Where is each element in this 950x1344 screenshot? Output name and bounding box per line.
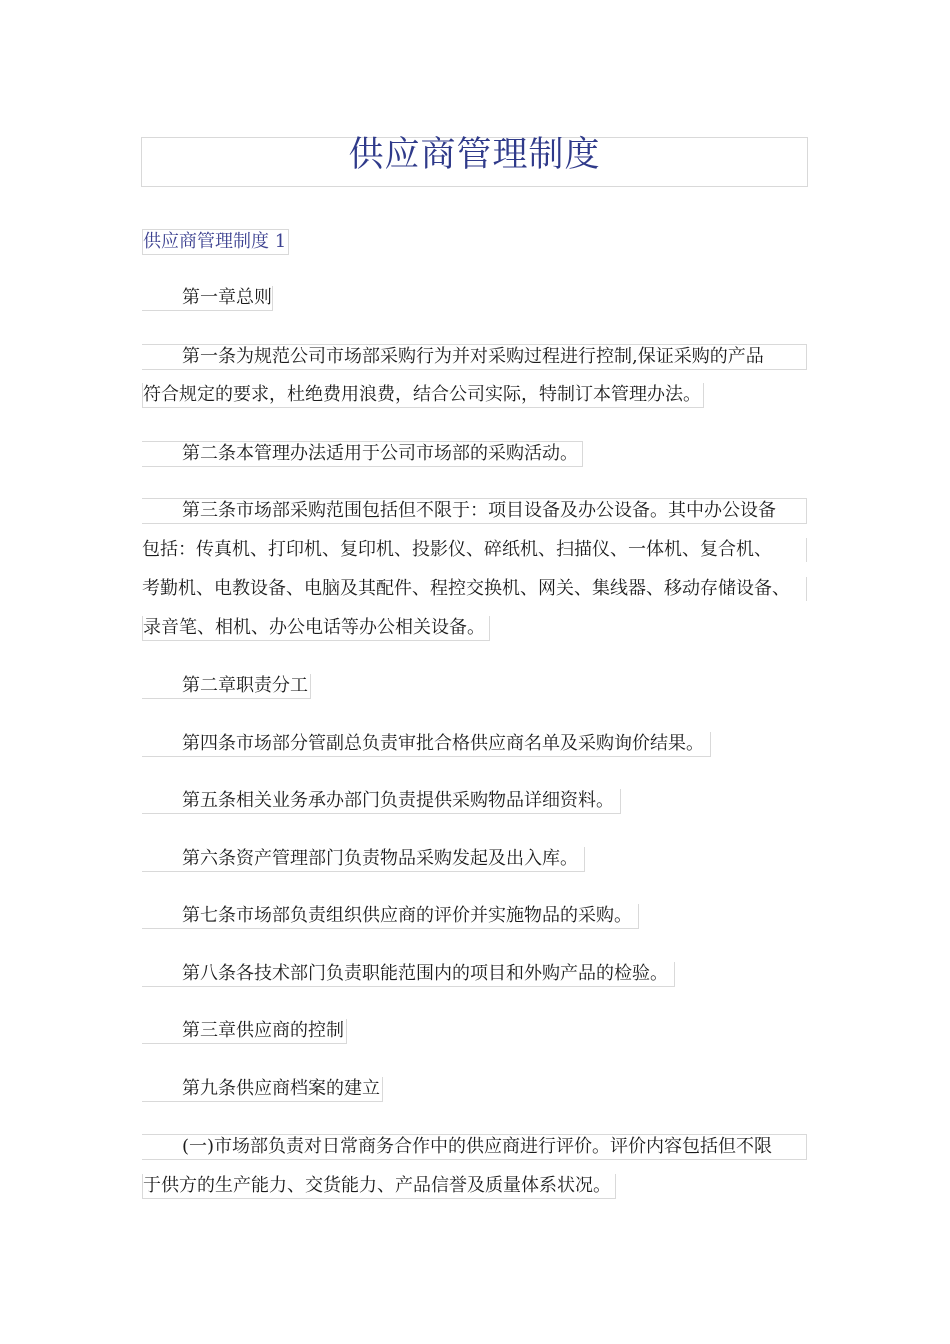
article-text: 第二条本管理办法适用于公司市场部的采购活动。 [182,443,578,464]
article-line [142,789,621,814]
title-box [141,137,808,187]
article-text: 包括：传真机、打印机、复印机、投影仪、碎纸机、扫描仪、一体机、复合机、 [142,539,772,560]
article-text: 第三条市场部采购范围包括但不限于：项目设备及办公设备。其中办公设备 [182,500,776,521]
chapter-heading [142,286,273,311]
article-line [142,1077,383,1102]
chapter-heading-text: 第三章供应商的控制 [182,1020,344,1041]
chapter-heading-text: 第一章总则 [182,287,272,308]
article-line [142,904,639,929]
article-text: 第七条市场部负责组织供应商的评价并实施物品的采购。 [182,905,632,926]
article-line [142,847,585,872]
article-line [142,1174,616,1199]
article-text: 第六条资产管理部门负责物品采购发起及出入库。 [182,848,578,869]
article-line [142,962,675,987]
article-line [142,498,807,524]
article-text: 符合规定的要求，杜绝费用浪费，结合公司实际，特制订本管理办法。 [143,384,701,405]
article-text: (一)市场部负责对日常商务合作中的供应商进行评价。评价内容包括但不限 [182,1136,773,1157]
section-heading-text: 供应商管理制度 1 [143,231,287,252]
article-text: 第四条市场部分管副总负责审批合格供应商名单及采购询价结果。 [182,733,704,754]
article-text: 考勤机、电教设备、电脑及其配件、程控交换机、网关、集线器、移动存储设备、 [142,578,790,599]
article-line [142,732,711,757]
article-line [142,1134,807,1160]
article-text: 第一条为规范公司市场部采购行为并对采购过程进行控制,保证采购的产品 [182,346,764,367]
article-line [142,344,807,370]
article-line [142,441,583,467]
document-title: 供应商管理制度 [348,135,601,175]
article-text: 第五条相关业务承办部门负责提供采购物品详细资料。 [182,790,614,811]
article-text: 录音笔、相机、办公电话等办公相关设备。 [143,617,485,638]
article-text: 于供方的生产能力、交货能力、产品信誉及质量体系状况。 [143,1175,611,1196]
article-line [142,538,807,562]
article-line [142,577,807,601]
chapter-heading [142,1019,347,1044]
article-line [142,383,704,408]
chapter-heading [142,674,311,699]
article-text: 第八条各技术部门负责职能范围内的项目和外购产品的检验。 [182,963,668,984]
chapter-heading-text: 第二章职责分工 [182,675,308,696]
article-line [142,616,490,641]
section-heading [142,229,289,255]
article-text: 第九条供应商档案的建立 [182,1078,380,1099]
